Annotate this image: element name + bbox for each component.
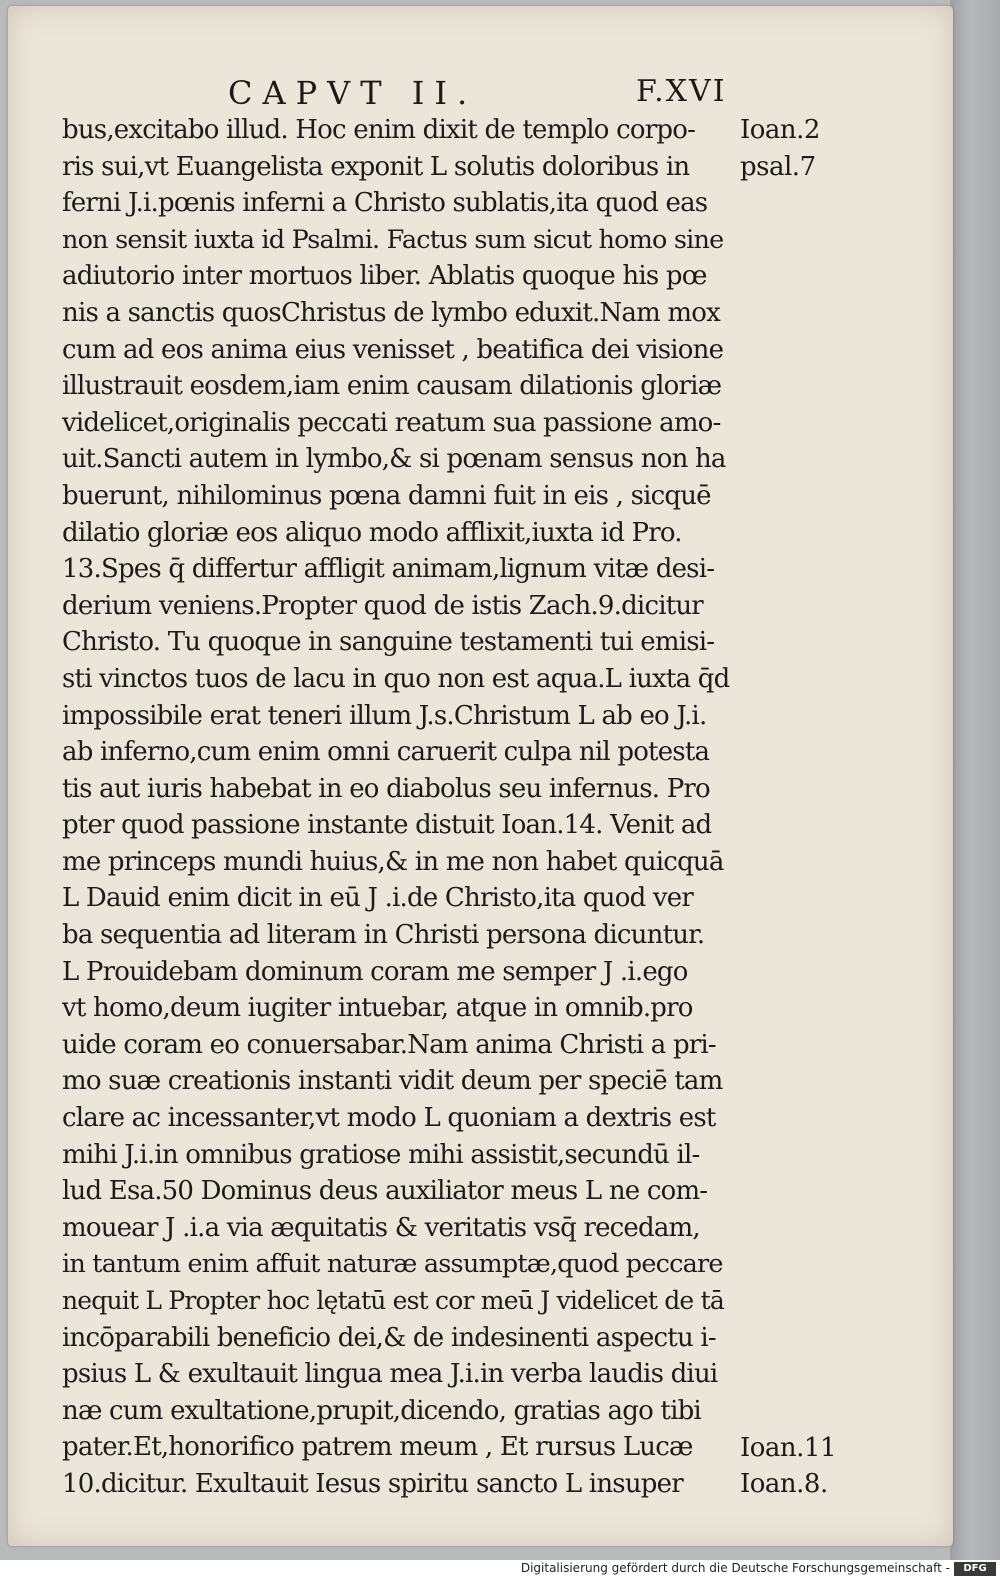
text-line: illustrauit eosdem,iam enim causam dilationis gloriæ — [62, 371, 722, 402]
digitization-footer — [0, 1560, 1000, 1578]
text-line: sti vinctos tuos de lacu in quo non est aqua.L iuxta q̄d — [62, 663, 730, 694]
text-line: pater.Et,honorifico patrem meum , Et rursus Lucæ — [62, 1432, 693, 1463]
text-line: uit.Sancti autem in lymbo,& si pœnam sensus non ha — [62, 444, 726, 475]
text-line: ferni J.i.pœnis inferni a Christo sublatis,ita quod eas — [62, 188, 708, 219]
text-line: 10.dicitur. Exultauit Iesus spiritu sancto L insuper — [62, 1468, 683, 1499]
text-line: adiutorio inter mortuos liber. Ablatis quoque his pœ — [62, 261, 707, 292]
text-line: nis a sanctis quosChristus de lymbo eduxit.Nam mox — [62, 297, 720, 328]
folio-number: F.XVI — [636, 74, 727, 109]
text-line: mouear J .i.a via æquitatis & veritatis vsq̄ recedam, — [62, 1212, 700, 1243]
text-line: cum ad eos anima eius venisset , beatifica dei visione — [62, 334, 724, 365]
text-line: L Dauid enim dicit in eū J .i.de Christo,ita quod ver — [62, 883, 693, 914]
text-line: uide coram eo conuersabar.Nam anima Christi a pri- — [62, 1029, 716, 1060]
marginal-note: Ioan.11 — [740, 1432, 837, 1463]
dfg-logo: DFG — [954, 1562, 996, 1576]
body-text — [62, 112, 730, 1503]
funding-credit: Digitalisierung gefördert durch die Deutsche Forschungsgemeinschaft - — [520, 1561, 950, 1575]
text-line: ba sequentia ad literam in Christi persona dicuntur. — [62, 920, 705, 951]
text-line: videlicet,originalis peccati reatum sua passione amo- — [62, 407, 721, 438]
text-line: næ cum exultatione,prupit,dicendo, gratias ago tibi — [62, 1395, 701, 1426]
text-line: vt homo,deum iugiter intuebar, atque in omnib.pro — [62, 993, 693, 1024]
text-line: ris sui,vt Euangelista exponit L solutis doloribus in — [62, 151, 690, 182]
running-head: CAPVT II. — [228, 74, 478, 112]
text-line: pter quod passione instante distuit Ioan.14. Venit ad — [62, 810, 712, 841]
marginal-note: psal.7 — [740, 151, 816, 182]
marginal-note: Ioan.2 — [740, 115, 820, 145]
text-line: bus,excitabo illud. Hoc enim dixit de templo corpo- — [62, 115, 696, 145]
text-line: Christo. Tu quoque in sanguine testamenti tui emisi- — [62, 627, 715, 658]
text-line: mihi J.i.in omnibus gratiose mihi assistit,secundū il- — [62, 1139, 700, 1170]
text-line: derium veniens.Propter quod de istis Zach.9.dicitur — [62, 590, 703, 621]
text-line: clare ac incessanter,vt modo L quoniam a dextris est — [62, 1103, 716, 1134]
text-line: non sensit iuxta id Psalmi. Factus sum sicut homo sine — [62, 224, 724, 255]
text-line: psius L & exultauit lingua mea J.i.in verba laudis diui — [62, 1359, 718, 1390]
text-line: incōparabili beneficio dei,& de indesinenti aspectu i- — [62, 1322, 716, 1353]
text-line: me princeps mundi huius,& in me non habet quicquā — [62, 846, 724, 877]
text-line: 13.Spes q̄ differtur affligit animam,lignum vitæ desi- — [62, 554, 715, 585]
text-line: dilatio gloriæ eos aliquo modo afflixit,iuxta id Pro. — [62, 517, 682, 548]
text-line: nequit L Propter hoc lętatū est cor meū J videlicet de tā — [62, 1286, 724, 1315]
text-line: L Prouidebam dominum coram me semper J .i.ego — [62, 956, 688, 987]
text-line: mo suæ creationis instanti vidit deum per speciē tam — [62, 1066, 723, 1097]
text-line: tis aut iuris habebat in eo diabolus seu infernus. Pro — [62, 773, 710, 804]
text-line: lud Esa.50 Dominus deus auxiliator meus L ne com- — [62, 1176, 708, 1207]
book-edge — [950, 0, 1000, 1560]
text-line: buerunt, nihilominus pœna damni fuit in eis , sicquē — [62, 480, 711, 511]
page-header — [0, 74, 1000, 114]
text-line: in tantum enim affuit naturæ assumptæ,quod peccare — [62, 1249, 723, 1280]
marginal-note: Ioan.8. — [740, 1469, 828, 1500]
text-line: ab inferno,cum enim omni caruerit culpa nil potesta — [62, 737, 710, 768]
text-line: impossibile erat teneri illum J.s.Christum L ab eo J.i. — [62, 700, 707, 731]
